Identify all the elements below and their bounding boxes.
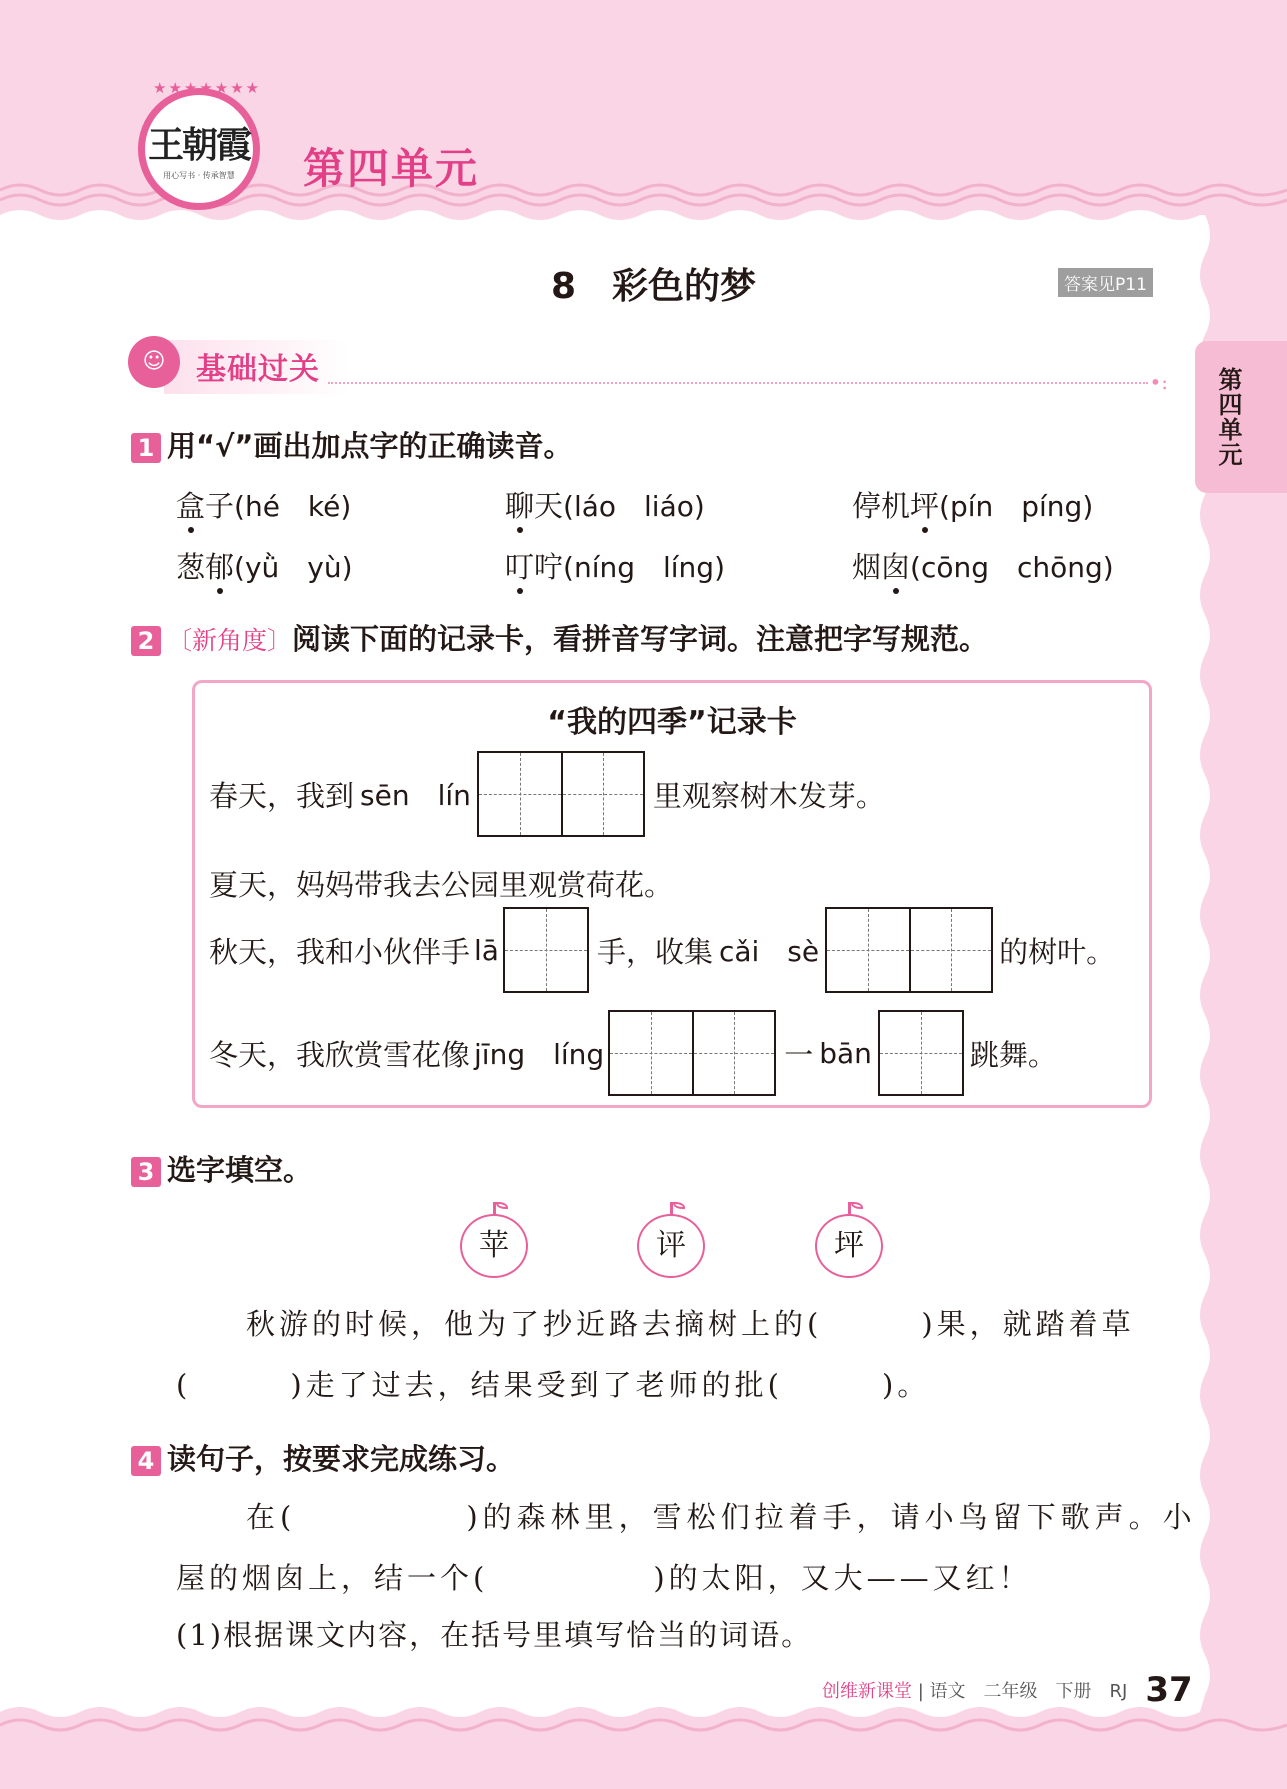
pinyin-options[interactable]: (níng líng) (563, 551, 726, 584)
section-label: 基础过关 (164, 340, 350, 394)
winter-text: 冬天，我欣赏雪花像 (209, 1037, 471, 1072)
unit-side-tab[interactable] (1195, 341, 1287, 493)
q3-paragraph-line-2: ( )走了过去，结果受到了老师的批( )。 (176, 1368, 931, 1402)
winter-pinyin-2: bān (819, 1036, 872, 1070)
option-char: 坪 (834, 1228, 864, 1263)
winter-line (209, 1010, 1057, 1096)
grid-cell[interactable] (561, 753, 643, 835)
unit-title: 第四单元 (303, 144, 480, 193)
pinyin-options[interactable]: (pín píng) (939, 490, 1094, 523)
question-text: 用“√”画出加点字的正确读音。 (167, 429, 573, 463)
spring-line (209, 751, 885, 837)
dotted-char: 叮 (505, 545, 534, 586)
pinyin-options[interactable]: (cōng chōng) (910, 551, 1114, 584)
autumn-text-end: 的树叶。 (999, 934, 1116, 969)
question-2 (131, 617, 988, 658)
autumn-pinyin-2: cǎi sè (718, 935, 820, 968)
question-text: 阅读下面的记录卡，看拼音写字词。注意把字写规范。 (292, 622, 989, 656)
dotted-char: 聊 (505, 484, 534, 525)
lesson-title: 8 彩色的梦 (550, 266, 757, 307)
question-text: 选字填空。 (167, 1153, 313, 1187)
spring-pinyin: sēn lín (360, 779, 471, 812)
section-header (128, 336, 1168, 394)
option-char: 评 (656, 1228, 686, 1263)
spring-text: 春天，我到 (209, 778, 355, 813)
footer-info: 语文 二年级 下册 RJ (929, 1681, 1128, 1702)
apple-option[interactable] (815, 1214, 883, 1278)
page-number: 37 (1145, 1670, 1193, 1710)
pinyin-item[interactable] (505, 484, 705, 525)
word-part: 天 (534, 489, 564, 523)
question-number: 4 (131, 1446, 161, 1476)
logo-stars: ★★★★★★★ (153, 79, 262, 97)
unit-side-tab-label: 第四单元 (1214, 367, 1242, 467)
pinyin-item[interactable] (852, 545, 1114, 586)
writing-grid[interactable] (825, 907, 993, 993)
q3-paragraph-line-1: 秋游的时候，他为了抄近路去摘树上的( )果，就踏着草 (246, 1307, 1135, 1341)
spring-text-end: 里观察树木发芽。 (652, 778, 885, 813)
winter-text-end: 跳舞。 (969, 1037, 1057, 1072)
record-card (192, 680, 1152, 1108)
question-4 (131, 1437, 515, 1478)
autumn-line (209, 907, 1115, 993)
dotted-char: 坪 (910, 484, 939, 525)
winter-text-mid: 一 (784, 1037, 814, 1072)
grid-cell[interactable] (505, 909, 587, 991)
page-footer (822, 1670, 1193, 1710)
summer-text: 夏天，妈妈带我去公园里观赏荷花。 (209, 868, 674, 902)
word-part: 葱 (176, 550, 206, 584)
logo-brand-text: 王朝霞 (147, 124, 250, 166)
section-divider (328, 382, 1148, 384)
pinyin-item[interactable] (176, 484, 351, 525)
grid-cell[interactable] (692, 1012, 774, 1094)
grid-cell[interactable] (479, 753, 561, 835)
grid-cell[interactable] (909, 909, 991, 991)
dotted-char: 郁 (205, 545, 234, 586)
writing-grid[interactable] (608, 1010, 776, 1096)
footer-brand: 创维新课堂 (822, 1681, 912, 1702)
footer-separator: | (912, 1681, 930, 1702)
pinyin-options[interactable]: (hé ké) (234, 490, 352, 523)
dotted-char: 盒 (176, 484, 205, 525)
pinyin-item[interactable] (505, 545, 725, 586)
apple-option[interactable] (637, 1214, 705, 1278)
word-part: 子 (205, 489, 235, 523)
pinyin-item[interactable] (176, 545, 353, 586)
question-number: 3 (131, 1157, 161, 1187)
pinyin-options[interactable]: (yǜ yù) (234, 551, 353, 584)
winter-pinyin-1: jīng líng (474, 1038, 605, 1071)
pinyin-options[interactable]: (láo liáo) (563, 490, 705, 523)
word-part: 停机 (852, 489, 911, 523)
writing-grid[interactable] (503, 907, 589, 993)
question-1 (131, 424, 572, 465)
summer-line (209, 863, 673, 904)
question-number: 2 (131, 626, 161, 656)
grid-cell[interactable] (610, 1012, 692, 1094)
mascot-icon: ☺ (128, 336, 180, 388)
q4-subquestion-1: (1)根据课文内容，在括号里填写恰当的词语。 (176, 1618, 813, 1652)
bubble-dots-icon: •: (1149, 370, 1168, 394)
logo-slogan: 用心写书 · 传承智慧 (163, 171, 235, 180)
question-3 (131, 1148, 312, 1189)
option-char: 苹 (479, 1228, 509, 1263)
word-part: 烟 (852, 550, 882, 584)
question-number: 1 (131, 433, 161, 463)
dotted-char: 囱 (881, 545, 910, 586)
pinyin-item[interactable] (852, 484, 1093, 525)
question-text: 读句子，按要求完成练习。 (167, 1442, 516, 1476)
autumn-text: 秋天，我和小伙伴手 (209, 934, 471, 969)
answer-reference-badge: 答案见P11 (1058, 268, 1153, 297)
q4-passage-line-1: 在( )的森林里，雪松们拉着手，请小鸟留下歌声。小 (246, 1500, 1197, 1534)
word-part: 咛 (534, 550, 564, 584)
apple-option[interactable] (460, 1214, 528, 1278)
record-card-title: “我的四季”记录卡 (547, 705, 797, 740)
q4-passage-line-2: 屋的烟囱上，结一个( )的太阳，又大——又红！ (176, 1561, 1032, 1595)
grid-cell[interactable] (880, 1012, 962, 1094)
autumn-pinyin-1: lā (474, 933, 499, 967)
writing-grid[interactable] (878, 1010, 964, 1096)
new-angle-tag: 〔新角度〕 (167, 626, 293, 655)
autumn-text-mid: 手，收集 (596, 934, 713, 969)
writing-grid[interactable] (477, 751, 645, 837)
brand-logo (138, 79, 262, 210)
grid-cell[interactable] (827, 909, 909, 991)
